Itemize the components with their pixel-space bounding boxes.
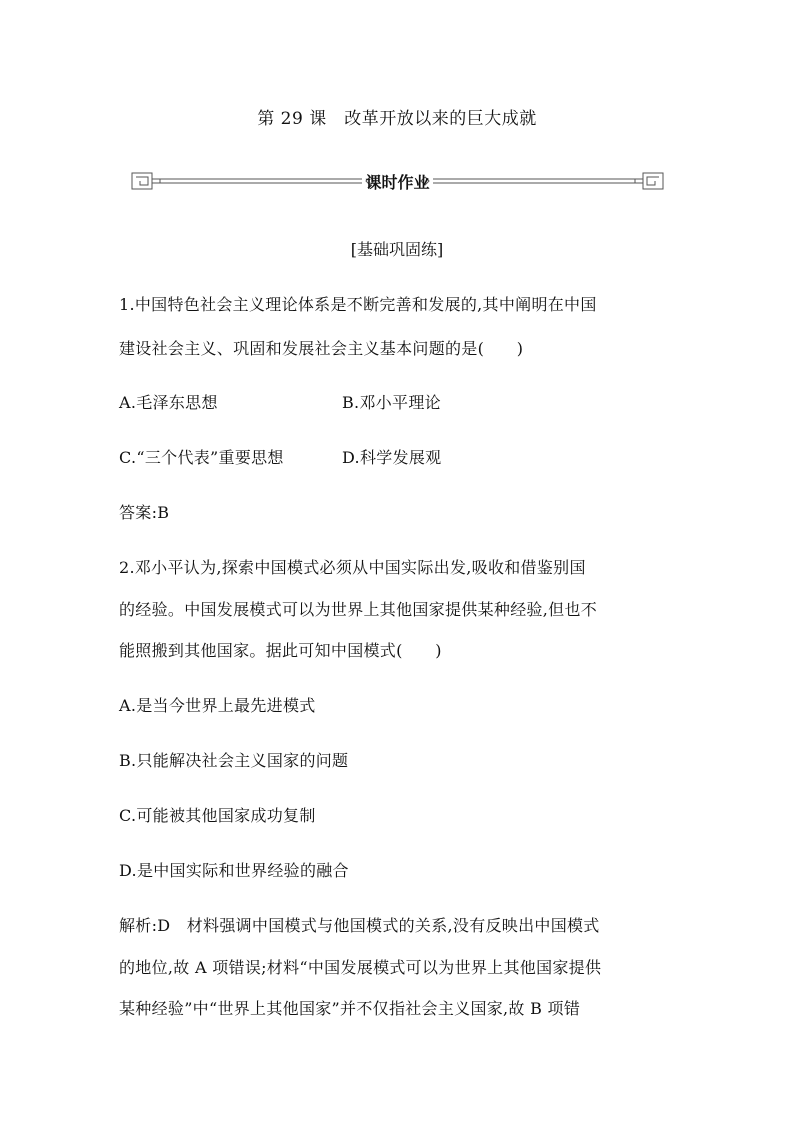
q1-option-b: B.邓小平理论	[342, 393, 441, 412]
q2-analysis-line-1: 解析:D 材料强调中国模式与他国模式的关系,没有反映出中国模式	[119, 916, 600, 935]
q1-option-c: C.“三个代表”重要思想	[119, 448, 284, 467]
q1-stem-line-1: 1.中国特色社会主义理论体系是不断完善和发展的,其中阐明在中国	[119, 295, 597, 314]
q2-stem-line-2: 的经验。中国发展模式可以为世界上其他国家提供某种经验,但也不	[119, 600, 598, 619]
section-heading: [基础巩固练]	[350, 240, 444, 259]
q2-option-a: A.是当今世界上最先进模式	[119, 696, 316, 715]
q2-option-d: D.是中国实际和世界经验的融合	[119, 861, 349, 880]
q1-option-a: A.毛泽东思想	[119, 393, 218, 412]
q1-stem-line-2: 建设社会主义、巩固和发展社会主义基本问题的是( )	[119, 339, 524, 358]
q1-answer: 答案:B	[119, 503, 170, 522]
q2-analysis-line-3: 某种经验”中“世界上其他国家”并不仅指社会主义国家,故 B 项错	[119, 999, 581, 1018]
q2-stem-line-3: 能照搬到其他国家。据此可知中国模式( )	[119, 641, 442, 660]
q2-stem-line-1: 2.邓小平认为,探索中国模式必须从中国实际出发,吸收和借鉴别国	[119, 558, 586, 577]
q2-option-c: C.可能被其他国家成功复制	[119, 806, 316, 825]
q1-option-d: D.科学发展观	[342, 448, 442, 467]
homework-banner	[130, 168, 665, 194]
banner-label: 课时作业	[365, 173, 430, 192]
q2-option-b: B.只能解决社会主义国家的问题	[119, 751, 349, 770]
lesson-title: 第 29 课 改革开放以来的巨大成就	[257, 109, 537, 129]
q2-analysis-line-2: 的地位,故 A 项错误;材料“中国发展模式可以为世界上其他国家提供	[119, 958, 602, 977]
